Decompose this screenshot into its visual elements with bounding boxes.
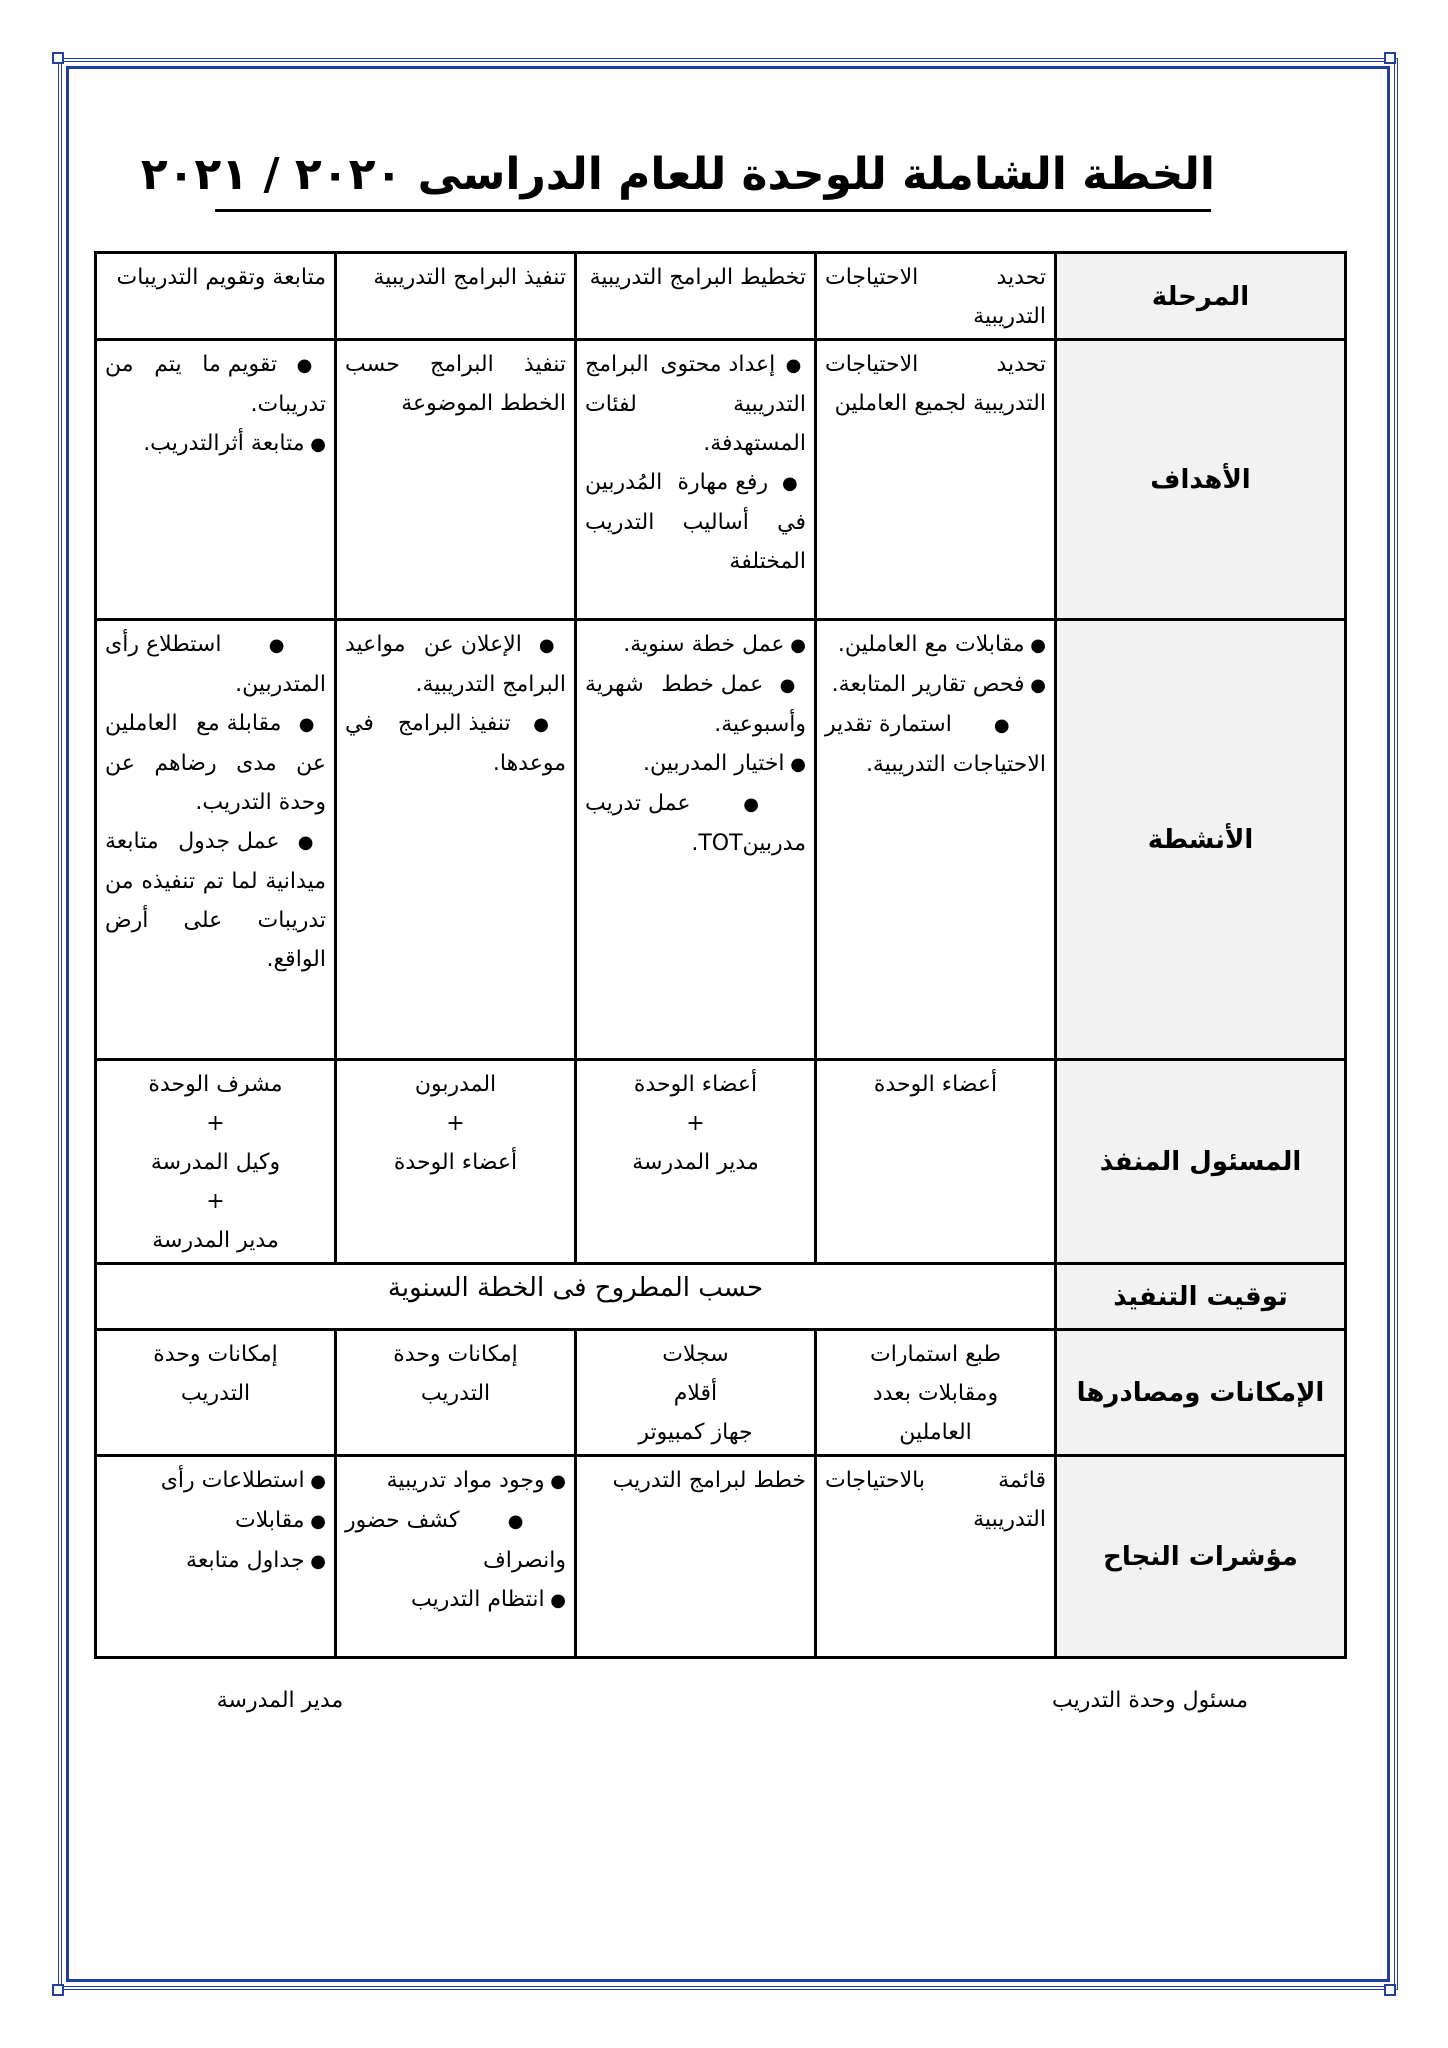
responsible-cell-4 [96,1060,336,1264]
responsible-line: أعضاء الوحدة [633,1072,758,1097]
activities-cell-1 [816,620,1056,1060]
responsible-cell-2 [576,1060,816,1264]
responsible-cell-1 [816,1060,1056,1264]
resources-cell-4 [96,1330,336,1456]
activity-item: ● مقابلة مع العاملين عن مدى رضاهم عن وحدة التدريب. [105,704,326,822]
row-resources [96,1330,1346,1456]
responsible-line: مشرف الوحدة [148,1072,283,1097]
responsible-line: المدربون [414,1072,497,1097]
row-label-resources: الإمكانات ومصادرها [1056,1330,1346,1456]
row-label-activities: الأنشطة [1056,620,1346,1060]
plan-table [94,251,1347,1659]
resource-line: جهاز كمبيوتر [638,1420,753,1445]
goals-cell-3 [336,340,576,620]
goals-cell-2 [576,340,816,620]
row-label-responsible: المسئول المنفذ [1056,1060,1346,1264]
resource-line: إمكانات وحدة [393,1342,518,1367]
resources-cell-2 [576,1330,816,1456]
activity-item: ● الإعلان عن مواعيد البرامج التدريبية. [345,625,566,704]
activity-item: ● عمل خطط شهرية وأسبوعية. [585,665,806,744]
indicators-cell-1 [816,1456,1056,1658]
resource-line: العاملين [899,1420,972,1445]
responsible-line: مدير المدرسة [152,1228,279,1253]
responsible-line: مدير المدرسة [632,1150,759,1175]
activities-cell-2 [576,620,816,1060]
goals-item: ● إعداد محتوى البرامج التدريبية لفئات المستهدفة. [585,345,806,463]
goals-text: تحديد الاحتياجات التدريبية لجميع العاملين [825,352,1046,416]
activity-item: ● عمل خطة سنوية. [585,625,806,665]
stage-cell-3: تنفيذ البرامج التدريبية [336,253,576,340]
stage-cell-4: متابعة وتقويم التدريبات [96,253,336,340]
indicator-item: ● استطلاعات رأى [105,1461,326,1501]
indicator-item: ● وجود مواد تدريبية [345,1461,566,1501]
resources-cell-1 [816,1330,1056,1456]
stage-cell-2: تخطيط البرامج التدريبية [576,253,816,340]
activities-cell-3 [336,620,576,1060]
responsible-cell-3 [336,1060,576,1264]
row-timing [96,1264,1346,1330]
responsible-line: أعضاء الوحدة [873,1072,998,1097]
resource-line: التدريب [180,1381,251,1406]
indicator-item: ● كشف حضور وانصراف [345,1501,566,1580]
row-label-goals: الأهداف [1056,340,1346,620]
activity-item: ● استطلاع رأى المتدربين. [105,625,326,704]
resource-line: ومقابلات بعدد [872,1381,999,1406]
resource-line: التدريب [420,1381,491,1406]
responsible-line: + [686,1111,705,1136]
goals-cell-1 [816,340,1056,620]
row-activities [96,620,1346,1060]
row-stage [96,253,1346,340]
row-responsible [96,1060,1346,1264]
page-title: الخطة الشاملة للوحدة للعام الدراسى ٢٠٢٠ / ٢٠٢١ [140,149,1215,200]
signature-school-principal: مدير المدرسة [216,1688,344,1713]
activity-item: ● اختيار المدربين. [585,744,806,784]
row-label-stage: المرحلة [1056,253,1346,340]
indicators-cell-3 [336,1456,576,1658]
responsible-line: وكيل المدرسة [150,1150,281,1175]
resource-line: سجلات [662,1342,729,1367]
indicator-line: خطط لبرامج التدريب [612,1468,806,1493]
activity-item: ● تنفيذ البرامج في موعدها. [345,704,566,783]
indicators-cell-2 [576,1456,816,1658]
responsible-line: + [206,1111,225,1136]
goals-item: ● تقويم ما يتم من تدريبات. [105,345,326,424]
indicator-item: ● جداول متابعة [105,1541,326,1581]
goals-item: ● رفع مهارة المُدربين في أساليب التدريب المختلفة [585,463,806,581]
indicator-item: ● مقابلات [105,1501,326,1541]
goals-item: ● متابعة أثرالتدريب. [105,424,326,464]
activity-item: ● عمل تدريب مدربينTOT. [585,784,806,863]
activities-cell-4 [96,620,336,1060]
signature-training-unit-head: مسئول وحدة التدريب [1051,1688,1249,1713]
indicators-cell-4 [96,1456,336,1658]
resource-line: إمكانات وحدة [153,1342,278,1367]
row-label-timing: توقيت التنفيذ [1056,1264,1346,1330]
corner-ornament [52,52,64,64]
responsible-line: أعضاء الوحدة [393,1150,518,1175]
corner-ornament [1384,1984,1396,1996]
resources-cell-3 [336,1330,576,1456]
corner-ornament [1384,52,1396,64]
stage-cell-1: تحديد الاحتياجات التدريبية [816,253,1056,340]
activity-item: ● عمل جدول متابعة ميدانية لما تم تنفيذه من تدريبات على أرض الواقع. [105,822,326,979]
row-goals [96,340,1346,620]
resource-line: طبع استمارات [870,1342,1001,1367]
row-indicators [96,1456,1346,1658]
activity-item: ● فحص تقارير المتابعة. [825,665,1046,705]
activity-item: ● مقابلات مع العاملين. [825,625,1046,665]
goals-cell-4 [96,340,336,620]
indicator-line: قائمة بالاحتياجات التدريبية [825,1468,1046,1532]
resource-line: أقلام [673,1381,718,1406]
corner-ornament [52,1984,64,1996]
activity-item: ● استمارة تقدير الاحتياجات التدريبية. [825,705,1046,784]
title-underline [215,209,1211,212]
indicator-item: ● انتظام التدريب [345,1580,566,1620]
timing-value: حسب المطروح فى الخطة السنوية [96,1264,1056,1330]
row-label-indicators: مؤشرات النجاح [1056,1456,1346,1658]
responsible-line: + [446,1111,465,1136]
goals-text: تنفيذ البرامج حسب الخطط الموضوعة [345,352,566,416]
responsible-line: + [206,1189,225,1214]
